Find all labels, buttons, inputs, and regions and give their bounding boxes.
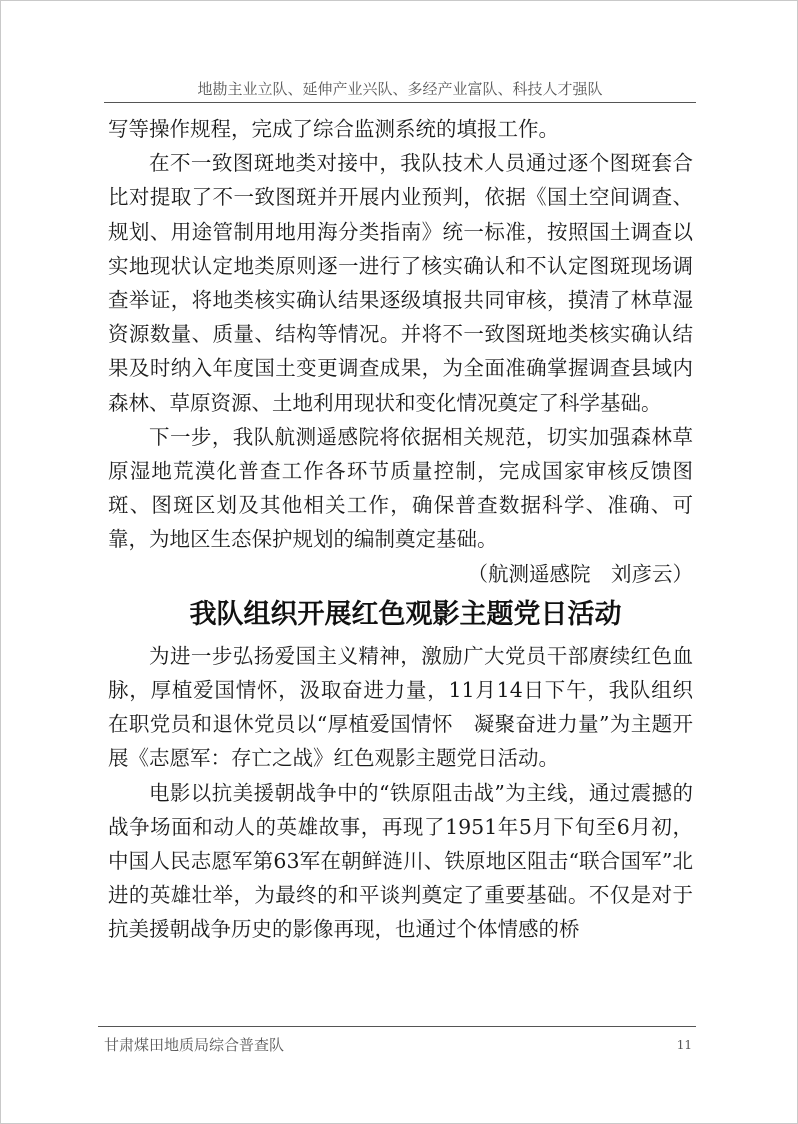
header-divider — [104, 102, 696, 103]
footer-divider — [98, 1026, 696, 1027]
page-number: 11 — [676, 1038, 692, 1052]
footer-organization: 甘肃煤田地质局综合普查队 — [104, 1036, 285, 1054]
article1-byline: （航测遥感院 刘彦云） — [467, 561, 693, 586]
article1-paragraph-2: 在不一致图斑地类对接中，我队技术人员通过逐个图斑套合比对提取了不一致图斑并开展内业预判，依据《国土空间调查、规划、用途管制用地用海分类指南》统一标准，按照国土调查以实地现状认定地类原则逐一进行了核实确认和不认定图斑现场调查举证，将地类核实确认结果逐级填报共同审核，摸清了林草湿资源数量、质量、结构等情况。并将不一致图斑地类核实确认结果及时纳入年度国土变更调查成果，为全面准确掌握调查县域内森林、草原资源、土地利用现状和变化情况奠定了科学基础。 — [108, 151, 693, 415]
article2-title: 我队组织开展红色观影主题党日活动 — [189, 598, 622, 630]
running-header: 地勘主业立队、延伸产业兴队、多经产业富队、科技人才强队 — [197, 80, 603, 98]
article1-paragraph-1: 写等操作规程，完成了综合监测系统的填报工作。 — [108, 117, 559, 141]
article2-paragraph-2: 电影以抗美援朝战争中的“铁原阻击战”为主线，通过震撼的战争场面和动人的英雄故事，再现了1951年5月下旬至6月初，中国人民志愿军第63军在朝鲜涟川、铁原地区阻击“联合国军”北进的英雄壮举，为最终的和平谈判奠定了重要基础。不仅是对于抗美援朝战争历史的影像再现，也通过个体情感的桥 — [108, 780, 693, 942]
article1-paragraph-3: 下一步，我队航测遥感院将依据相关规范，切实加强森林草原湿地荒漠化普查工作各环节质量控制，完成国家审核反馈图斑、图斑区划及其他相关工作，确保普查数据科学、准确、可靠，为地区生态保护规划的编制奠定基础。 — [108, 424, 693, 552]
article2-paragraph-1: 为进一步弘扬爱国主义精神，激励广大党员干部赓续红色血脉，厚植爱国情怀，汲取奋进力量，11月14日下午，我队组织在职党员和退休党员以“厚植爱国情怀 凝聚奋进力量”为主题开展《志愿军：存亡之战》红色观影主题党日活动。 — [108, 643, 693, 771]
page-body — [108, 112, 693, 947]
